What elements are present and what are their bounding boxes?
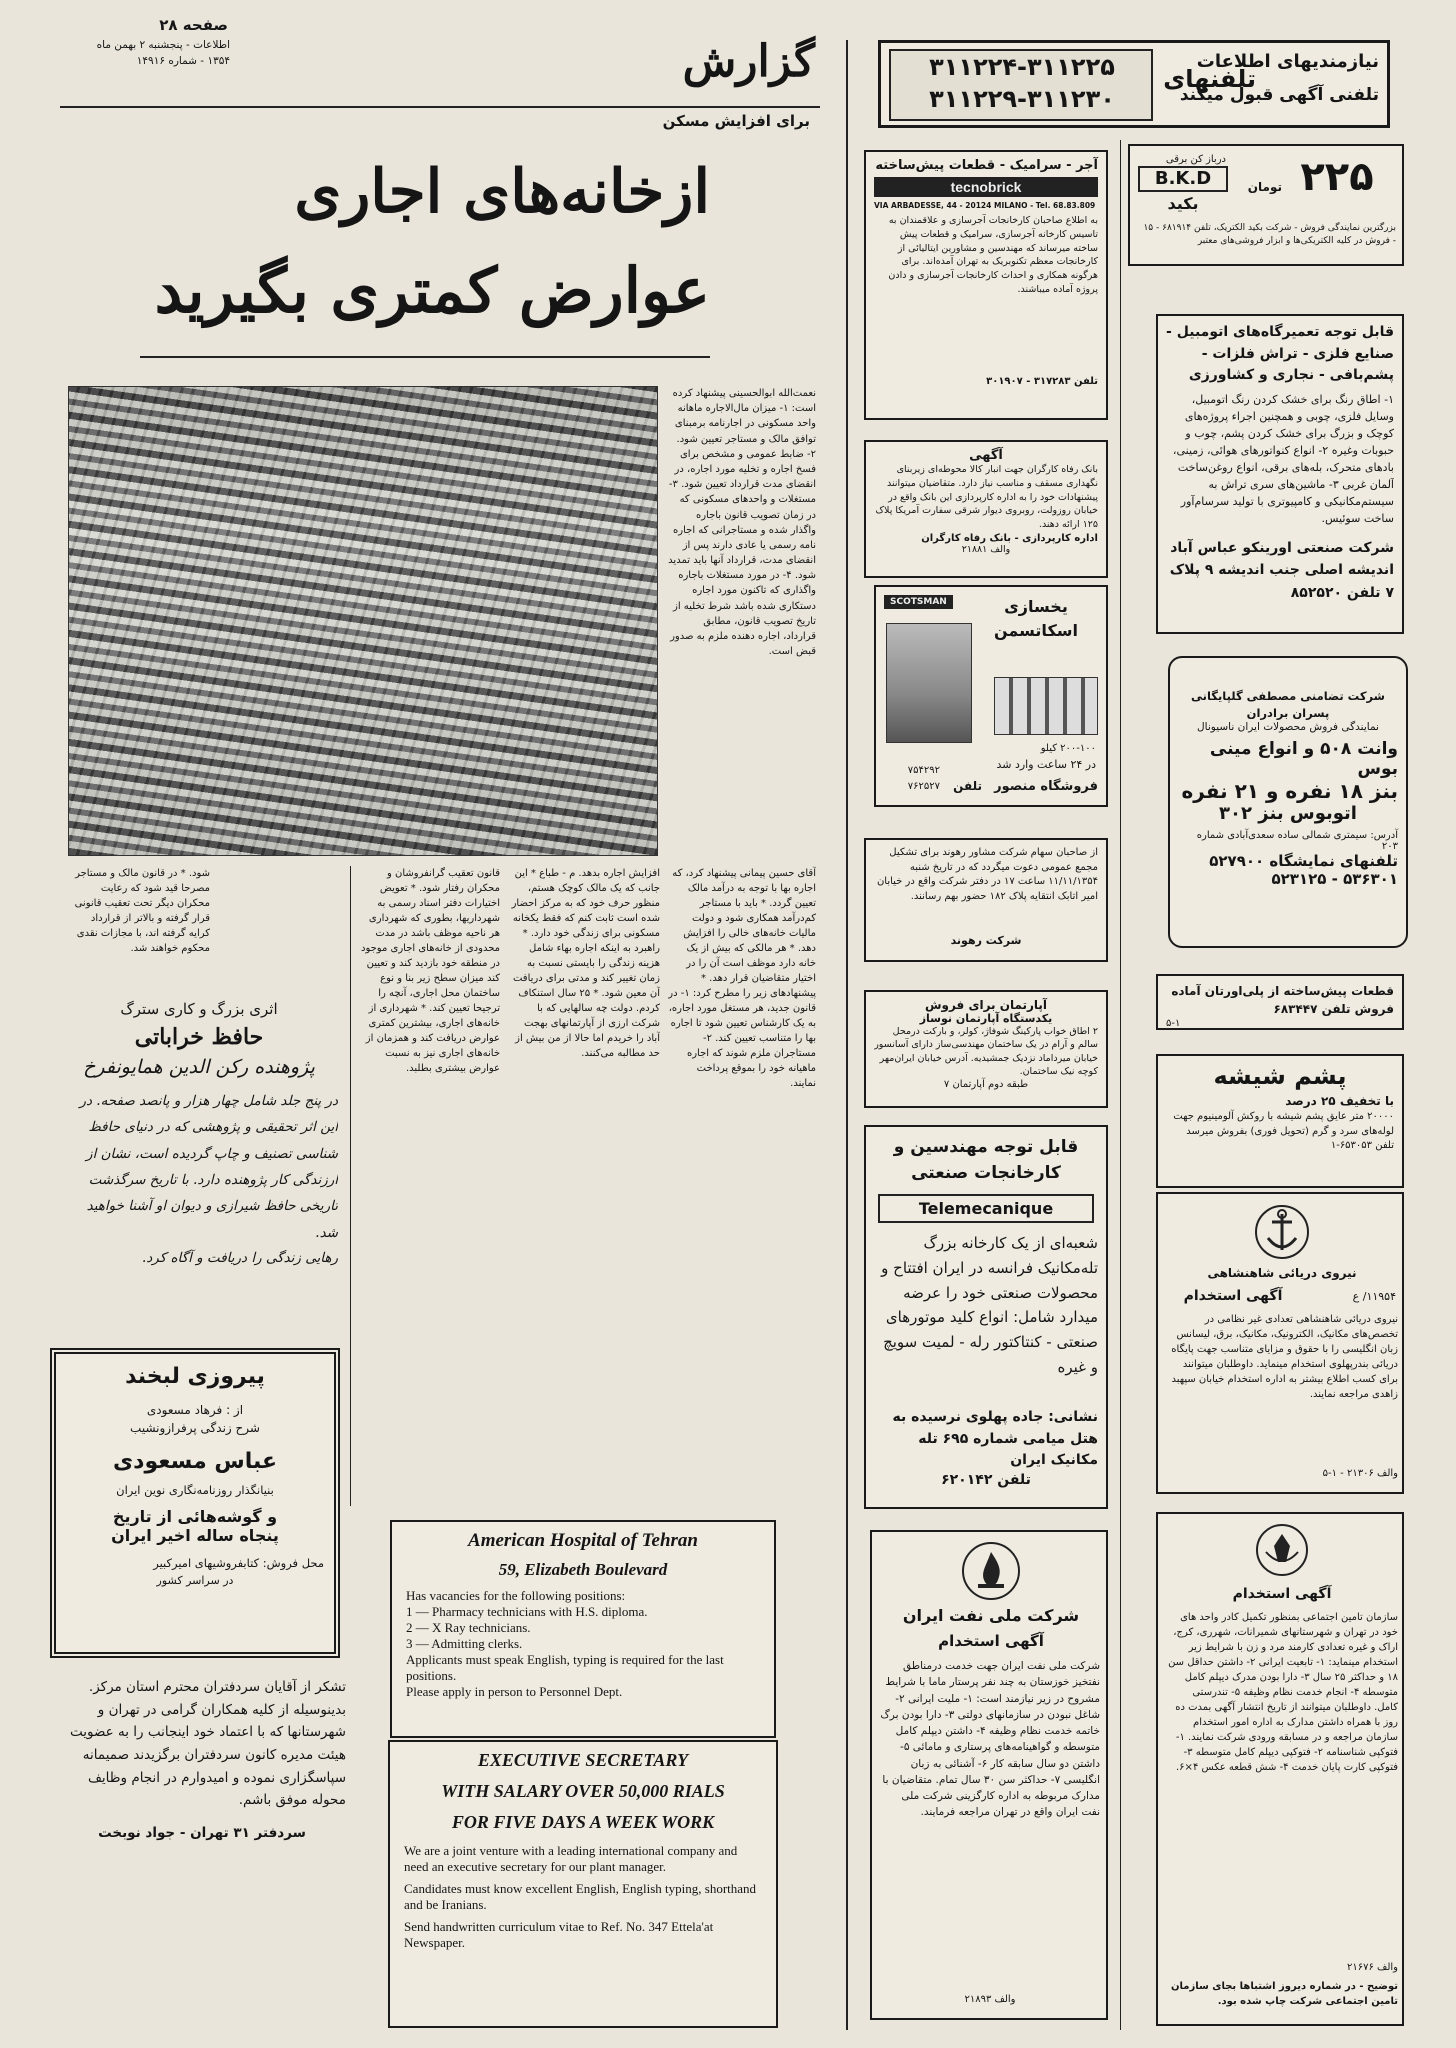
wool-title: پشم شیشه — [1213, 1062, 1347, 1090]
oil-body: شرکت ملی نفت ایران جهت خدمت درمناطق نفتخیز خوزستان به چند نفر پرستار ماما با شرایط مشروح در زیر نیازمند است: ۱- ملیت ایرانی ۲- شاغل نبودن در سازمانهای دولتی ۳- دارا بودن برگ خاتمه خدمت نظام وظیفه ۴- داشتن دیپلم کامل متوسطه و گواهینامه‌های پرستاری و مامائی ۵- داشتن دو سال سابقه کار ۶- آشنائی به زبان انگلیسی ۷- حداکثر سن ۳۰ سال تمام. متقاضیان با مدارک مربوطه به اداره کارگزینی شرکت ملی نفت ایران واقع در تهران مراجعه فرمایند. — [880, 1660, 1100, 1819]
rahvand-notice — [864, 838, 1108, 962]
book-ad — [60, 1000, 338, 1330]
tecno-address: VIA ARBADESSE, 44 - 20124 MILANO - Tel. 68.83.809 — [874, 201, 1096, 210]
agahi-title: آگهی — [969, 448, 1003, 463]
prefab-parts-ad — [1156, 974, 1404, 1030]
exec-body3: Send handwritten curriculum vitae to Ref. No. 347 Ettela'at Newspaper. — [404, 1919, 714, 1950]
bus-sub: نمایندگی فروش محصولات ایران ناسیونال — [1197, 721, 1379, 734]
rahvand-body: از صاحبان سهام شرکت مشاور رهوند برای تشکیل مجمع عمومی دعوت میگردد که در تاریخ شنبه ۱۱/۱۱/۱۳۵۴ ساعت ۱۷ در دفتر شرکت واقع در خیابان امیر اتابک انتقایه پلاک ۱۸۲ حضور بهم رسانند. — [876, 847, 1098, 902]
navy-hiring-ad — [1156, 1192, 1404, 1494]
tele-title: قابل توجه مهندسین و کارخانجات صنعتی — [893, 1137, 1079, 1183]
navy-title: آگهی استخدام — [1183, 1288, 1283, 1304]
oil-code: والف ۲۱۸۹۳ — [964, 1994, 1016, 2005]
agahi-code: والف ۲۱۸۸۱ — [961, 544, 1011, 555]
freezer-image — [886, 623, 972, 743]
navy-sign: والف ۲۱۳۰۶ - ۱-۵ — [1322, 1468, 1398, 1479]
biography-sales-2: در سراسر کشور — [156, 1573, 234, 1587]
article-column-d: آقای حسین پیمانی پیشنهاد کرد، که اجاره بها با توجه به درآمد مالک تعیین گردد. * باید با مستاجر کم‌درآمد همکاری شود و دولت مالیات خانه‌های خالی را افزایش دهد. * هر مالکی که بیش از یک خانه دارد موظف است آن را در اختیار متقاضیان قرار دهد. * پیشنهادهای زیر را مطرح کرد: ۱- در قانون جدید، هر مستغل مورد اجاره، به یک کارشناس تعیین شود تا اجاره بها را متناسب تعیین کند. ۲- مستاجران ملزم شوند که اجاره ماهیانه خود را بموقع پرداخت نمایند. — [668, 868, 816, 1089]
freezer-phone-2: ۷۶۲۵۲۷ — [907, 781, 940, 792]
wool-sub: با تخفیف ۲۵ درصد — [1285, 1094, 1394, 1108]
biography-author: از : فرهاد مسعودی — [146, 1403, 244, 1417]
apt-subtitle: یکدستگاه آپارتمان نوساز — [919, 1012, 1053, 1025]
apt-sign: طبقه دوم آپارتمان ۷ — [943, 1079, 1029, 1090]
article-column-a: شود. * در قانون مالک و مستاجر مصرحا قید شود که رعایت محکران دیگر تحت تعقیب قانونی قرار گرفته و بالاتر از قرارداد کرایه گرفته اند، با مجازات نقدی محکوم خواهند شد. — [74, 868, 210, 954]
navy-body: نیروی دریائی شاهنشاهی تعدادی غیر نظامی در تخصص‌های مکانیک، الکترونیک، مکانیک، برق، لیسانس زبان انگلیسی را با حقوق و مزایای متناسب جهت پایگاه دریائی بندرپهلوی استخدام مینماید. داوطلبان میتوانند برای کسب اطلاع بیشتر به اداره استخدام خیابان سپهبد زاهدی مراجعه نمایند. — [1171, 1314, 1398, 1400]
hospital-pos2: 2 — X Ray technicians. — [406, 1620, 531, 1635]
article-column-b: قانون تعقیب گرانفروشان و محکران رفتار شود. * تعویض اختیارات دفتر اسناد رسمی به شهرداریها، بطوری که شهرداری هر ناحیه موظف باشد در مدت محدودی از خانه‌های اجاری موجود در منطقه خود بازدید کند و تعیین کند میزان سطح زیر بنا و نوع ساختمان محل اجاری، آنچه را ترجیحا تعیین کند. * شهرداری از خانه‌های اجاری، بیشترین کمتری عوارض دریافت کند و همزمان از خانه‌های اجاری نیز به نسبت عوارض بیشتری بطلبد. — [361, 868, 500, 1074]
bus-phone2: ۵۳۶۳۰۱ - ۵۲۳۱۲۵ — [1271, 870, 1398, 889]
exec-body2: Candidates must know excellent English, English typing, shorthand and be Iranians. — [404, 1881, 757, 1912]
biography-book-ad — [50, 1348, 340, 1658]
tele-phone: تلفن ۶۲۰۱۴۲ — [941, 1472, 1031, 1489]
flame-emblem-icon — [962, 1542, 1020, 1600]
article-headline-1: ازخانه‌های اجاری — [294, 157, 710, 227]
bus-company: شرکت تضامنی مصطفی گلپایگانی پسران برادران — [1191, 689, 1385, 720]
bus-line1: وانت ۵۰۸ و انواع مینی بوس — [1209, 739, 1398, 780]
apt-title: آپارتمان برای فروش — [924, 998, 1048, 1012]
orinco-industrial-ad — [1156, 314, 1404, 634]
issue-line: ۱۳۵۴ - شماره ۱۴۹۱۶ — [136, 55, 230, 67]
glass-wool-ad — [1156, 1054, 1404, 1188]
refah-bank-ad — [864, 440, 1108, 578]
ssi-code: والف ۲۱۶۷۶ — [1346, 1962, 1398, 1973]
repair-body: ۱- اطاق رنگ برای خشک کردن رنگ اتومبیل، وسایل فلزی، چوبی و همچنین اجراء پروژه‌های کوچک و بزرگ برای خشک کردن پشم، چوب و حبوبات وغیره ۲- انواع کنواتورهای هوائی، زمینی، بادهای متحرک، بله‌های برقی، انواع روغن‌ساخت آلمان غربی ۳- ماشین‌های سری تراش به سیستم‌مکانیکی و کامپیوتری با تولید سرسام‌آور ساخت سوئیس. — [1172, 393, 1394, 526]
freezer-line: در ۲۴ ساعت وارد شد — [996, 758, 1096, 771]
bkd-label: درباز کن برقی — [1165, 154, 1226, 165]
phones-line-1: ۳۱۱۲۲۴-۳۱۱۲۲۵ — [929, 53, 1115, 81]
wool-body: ۲۰۰۰۰ متر عایق پشم شیشه با روکش آلومینیوم جهت لوله‌های سرد و گرم (تحویل فوری) بفروش میرسد تلفن ۶۵۳۰۵۳-۱ — [1173, 1111, 1394, 1151]
page-number: صفحه ۲۸ — [159, 16, 228, 34]
biography-sales: محل فروش: کتابفروشیهای امیرکبیر — [153, 1556, 324, 1571]
hospital-pos1: 1 — Pharmacy technicians with H.S. diploma. — [406, 1604, 648, 1619]
agahi-body: بانک رفاه کارگران جهت انبار کالا محوطه‌ای زیربنای نگهداری مسقف و مناسب نیاز دارد. متقاضیان میتوانند پیشنهادات خود را به اداره کارپردازی این بانک واقع در خیابان روزولت، روبروی دیوار شرقی سفارت آمریکا پلاک ۱۲۵ ارائه دهند. — [875, 464, 1098, 531]
tele-body: شعبه‌ای از یک کارخانه بزرگ تله‌مکانیک فرانسه در ایران افتتاح و محصولات صنعتی خود را عرضه میدارد شامل: انواع کلید موتورهای صنعتی - کنتاکتور رله - لمیت سویچ و غیره — [881, 1234, 1098, 1376]
repair-company: شرکت صنعتی اورینکو عباس آباد اندیشه اصلی جنب اندیشه ۹ پلاک ۷ تلفن ۸۵۲۵۲۰ — [1169, 540, 1394, 601]
hospital-apply: Please apply in person to Personnel Dept. — [406, 1684, 623, 1699]
hospital-pos3: 3 — Admitting clerks. — [406, 1636, 523, 1651]
prefab-code: ۵-۱ — [1166, 1018, 1181, 1029]
tele-address: نشانی: جاده پهلوی نرسیده به هتل میامی شماره ۶۹۵ تله مکانیک ایران — [892, 1409, 1098, 1469]
hospital-address: 59, Elizabeth Boulevard — [498, 1560, 668, 1579]
article-lead-column: نعمت‌الله ابوالحسینی پیشنهاد کرده است: ۱- میزان مال‌الاجاره ماهانه واحد مسکونی در اجارنامه برمبنای توافق مالک و مستاجر تعیین شود. ۲- ضابط عمومی و مشخص برای فسخ اجاره و تخلیه مورد اجاره، در انقضای مدت قرارداد تعیین شود. ۳- مستغلات و واحدهای مسکونی که در زمان تصویب قانون باجاره واگذار شده و مستاجرانی که اجاره نامه رسمی یا عادی دارند پس از انقضای مدت، قرارداد آنها باید تمدید شود. ۴- در مورد مستغلات باجاره واگذاری که تاکنون مورد اجاره دستکاری شده باشد شرط تخلیه از تاریخ تصویب قانون، مطابق قرارداد، اجاره دهنده ملزم به صدور قبض است. — [668, 388, 816, 658]
thanks-body: تشکر از آقایان سردفتران محترم استان مرکز. بدینوسیله از کلیه همکاران گرامی در تهران و شهرستانها که با اعتماد خود اینجانب را به عضویت هیئت مدیره کانون سردفتران برگزیدند صمیمانه سپاسگزاری نموده و امیدوارم در انجام وظایف محوله موفق باشم. — [69, 1679, 346, 1809]
bus-address: آدرس: سیمتری شمالی ساده سعدی‌آبادی شماره ۲۰۳ — [1196, 830, 1398, 853]
exec-line3: FOR FIVE DAYS A WEEK WORK — [451, 1812, 715, 1832]
tecno-phone: تلفن ۳۱۷۲۸۳ - ۳۰۱۹۰۷ — [986, 376, 1098, 387]
biography-line4: و گوشه‌هائی از تاریخ — [112, 1507, 278, 1527]
bus-line3: اتوبوس بنز ۳۰۲ — [1219, 803, 1357, 825]
thanks-notice — [58, 1676, 346, 1966]
tecno-brand: tecnobrick — [874, 177, 1098, 197]
anchor-emblem-icon — [1254, 1202, 1310, 1262]
article-column-c: افزایش اجاره بدهد. م - طباع * این جانب که یک مالک کوچک هستم، منظور حرف خود که به مرکز احضار شده است ثابت کنم که فقط یکخانه مسکونی برای زندگی خود دارد. * راهبرد به اینکه اجاره بهاء شامل هزینه زندگی را بایستی نسبت به زمان تغییر کند و مدتی برای دریافت آن معین شود. * ۲۵ سال استنکاف کردم. دولت چه سالهایی که با شرکت ارزی از آپارتمانهای بهجت آباد را خریدم اما حالا از من بیش از حد مطالبه می‌کنند. — [511, 868, 660, 1059]
apartment-sale-ad — [864, 990, 1108, 1108]
book-author: پژوهنده رکن الدین همایونفرخ — [83, 1056, 315, 1078]
biography-subtitle: شرح زندگی پرفرازونشیب — [130, 1421, 260, 1435]
prefab-text: قطعات پیش‌ساخته از پلی‌اورتان آماده فروش تلفن ۶۸۳۴۴۷ — [1171, 984, 1394, 1016]
ssi-title: آگهی استخدام — [1232, 1586, 1332, 1602]
tele-brand: Telemecanique — [878, 1194, 1094, 1223]
book-body: در پنج جلد شامل چهار هزار و پانصد صفحه. در این اثر تحقیقی و پژوهشی که در دنیای حافظ شناسی تصنیف و چاپ گردیده است، نشان از ارزندگی کار پژوهنده دارد. با تاریخ سرگذشت تاریخی حافظ شیرازی و دیوان او آشنا خواهید شد. — [79, 1093, 338, 1241]
hospital-intro: Has vacancies for the following positions: — [406, 1588, 626, 1603]
social-security-hiring-ad — [1156, 1512, 1404, 2026]
exec-line1: EXECUTIVE SECRETARY — [477, 1750, 689, 1770]
tecnobrick-ad — [864, 150, 1108, 420]
book-ad-line1: اثری بزرگ و کاری سترگ — [120, 1000, 278, 1018]
freezer-phone-1: ۷۵۴۲۹۲ — [907, 765, 940, 776]
bus-line2: بنز ۱۸ نفره و ۲۱ نفره — [1181, 779, 1398, 804]
date-line: اطلاعات - پنجشنبه ۲ بهمن ماه — [96, 39, 230, 51]
bkd-door-opener-ad — [1128, 144, 1404, 266]
freezer-title-2: اسکاتسمن — [994, 621, 1078, 640]
freezer-capacity: ۲۰۰-۱۰۰ کیلو — [1040, 743, 1096, 754]
thanks-sign: سردفتر ۳۱ تهران - جواد نوبخت — [98, 1825, 306, 1842]
bkd-brand-fa: بکید — [1167, 194, 1199, 213]
exec-line2: WITH SALARY OVER 50,000 RIALS — [441, 1781, 725, 1801]
article-kicker: برای افزایش مسکن — [662, 112, 810, 130]
tecno-top: آجر - سرامیک - قطعات پیش‌ساخته — [875, 158, 1098, 173]
aerial-housing-photo — [68, 386, 658, 856]
section-title: گزارش — [682, 36, 815, 87]
ads-phone-box — [878, 40, 1390, 128]
scotsman-brand: SCOTSMAN — [884, 595, 953, 609]
freezer-title-1: یخسازی — [1004, 597, 1068, 616]
bkd-brand: B.K.D — [1138, 166, 1228, 192]
agahi-sign: اداره کارپردازی - بانک رفاه کارگران — [921, 533, 1098, 544]
apt-body: ۲ اطاق خواب پارکینگ شوفاژ، کولر، و بارکت درمحل سالم و آرام در یک ساختمان مهندسی‌ساز دارای آسانسور خیابان میرداماد نزدیک جمشیدیه. آدرس خیابان ایران‌مهر کوچه نیک ساختمان. — [874, 1026, 1098, 1077]
navy-name: نیروی دریائی شاهنشاهی — [1207, 1266, 1357, 1280]
ads-box-title: نیازمندیهای اطلاعات — [1196, 51, 1379, 72]
executive-secretary-ad — [388, 1740, 778, 2028]
hospital-req: Applicants must speak English, typing is required for the last positions. — [406, 1652, 724, 1683]
article-headline-2: عوارض کمتری بگیرید — [154, 254, 710, 327]
exec-body1: We are a joint venture with a leading international company and need an executive secretary for our plant manager. — [404, 1843, 738, 1874]
freezer-phone-label: تلفن — [953, 779, 982, 793]
hospital-title: American Hospital of Tehran — [468, 1530, 698, 1551]
ssi-footer: توضیح - در شماره دیروز اشتباها بجای سازمان تامین اجتماعی شرکت چاپ شده بود. — [1171, 1981, 1398, 2007]
book-end: رهایی زندگی را دریافت و آگاه کرد. — [142, 1249, 338, 1266]
headline-underline — [140, 356, 710, 358]
phones-line-2: ۳۱۱۲۲۹-۳۱۱۲۳۰ — [929, 85, 1115, 113]
bkd-currency: تومان — [1247, 180, 1282, 194]
navy-code: ۱۱۹۵۴/ ع — [1352, 1290, 1396, 1303]
header-rule — [60, 106, 820, 108]
freezer-shop: فروشگاه منصور — [994, 779, 1098, 794]
bus-phone1: تلفنهای نمایشگاه ۵۲۷۹۰۰ — [1209, 852, 1398, 871]
oil-company-name: شرکت ملی نفت ایران — [902, 1606, 1080, 1625]
biography-desc: بنیانگذار روزنامه‌نگاری نوین ایران — [116, 1483, 274, 1497]
telemecanique-ad — [864, 1125, 1108, 1509]
bkd-body: بزرگترین نمایندگی فروش - شرکت بکید الکتریک، تلفن ۶۸۱۹۱۴ - ۱۵ - فروش در کلیه الکتریکی‌ها و ابزار فروشی‌های معتبر — [1143, 223, 1396, 247]
biography-line5: پنجاه ساله اخیر ایران — [111, 1526, 279, 1546]
bus-dealer-ad — [1168, 656, 1408, 948]
ice-cubes-image — [994, 677, 1098, 735]
tecno-body: به اطلاع صاحبان کارخانجات آجرسازی و علاقمندان به تاسیس کارخانه آجرسازی، سرامیک و قطعات پیش ساخته میرساند که مهندسین و مشاورین ایتالیائی از کارخانجات معظم تکنوبریک به تهران آمده‌اند. برای هرگونه همکاری و احداث کارخانجات آجرسازی و دادن پروژه آماده میباشند. — [888, 215, 1098, 295]
oil-title: آگهی استخدام — [938, 1632, 1044, 1650]
rahvand-sign: شرکت رهوند — [950, 934, 1022, 947]
biography-title: پیروزی لبخند — [125, 1364, 265, 1389]
book-title: حافظ خراباتی — [134, 1024, 264, 1050]
social-security-emblem-icon — [1254, 1522, 1310, 1578]
repair-title: قابل توجه تعمیرگاه‌های اتومبیل - صنایع فلزی - تراش فلزات - پشم‌بافی - نجاری و کشاورزی — [1166, 324, 1394, 384]
phones-label: تلفنهای — [1163, 65, 1256, 93]
ssi-body: سازمان تامین اجتماعی بمنظور تکمیل کادر واحد های خود در تهران و شهرستانهای شمیرانات، شهرری، کرج، اراک و غیره تعدادی کارمند مرد و زن با شرایط زیر استخدام مینماید: ۱- تابعیت ایرانی ۲- داشتن حداقل سن ۱۸ و حداکثر ۲۵ سال ۳- دارا بودن مدرک دیپلم کامل متوسطه ۴- انجام خدمت نظام وظیفه ۵- تندرستی کامل. داوطلبان میتوانند از تاریخ انتشار آگهی بمدت ده روز با همراه داشتن مدارک به اداره امور استخدام سازمان مراجعه و در مسابقه ورودی شرکت نمایند. ۱- فتوکپی شناسنامه ۲- فتوکپی دیپلم کامل متوسطه ۳- فتوکپی کارت پایان خدمت ۴- شش قطعه عکس ۴×۶. — [1168, 1612, 1398, 1773]
american-hospital-ad — [390, 1520, 776, 1738]
bkd-price: ۲۲۵ — [1300, 154, 1374, 200]
nioc-hiring-ad — [870, 1530, 1108, 2020]
scotsman-ad — [874, 585, 1108, 807]
biography-name: عباس مسعودی — [113, 1449, 277, 1474]
ads-box-subtitle: تلفنی آگهی قبول میکند — [1179, 85, 1379, 105]
